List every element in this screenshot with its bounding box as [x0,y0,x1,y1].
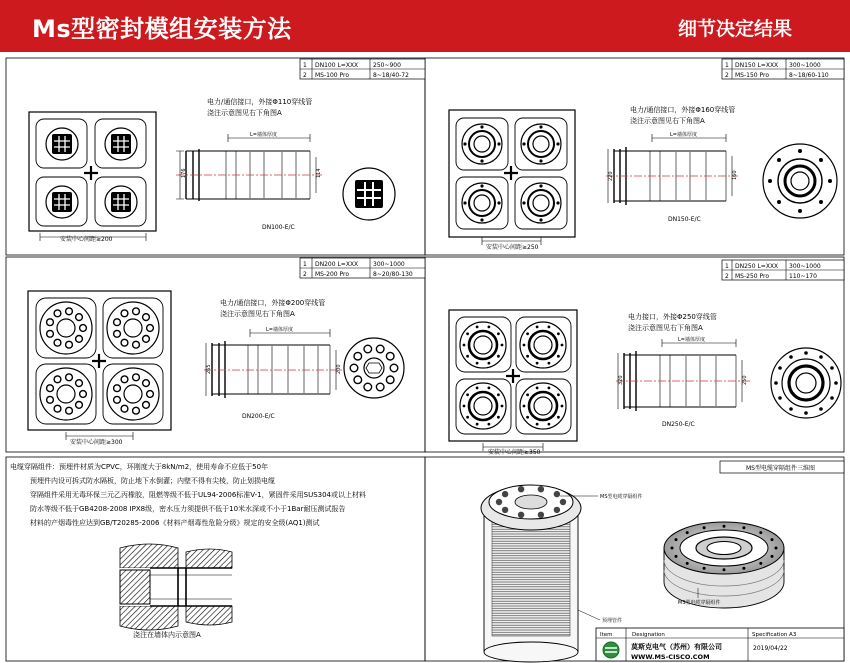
hole-mark [502,507,508,513]
hole-mark [518,512,524,518]
hole-mark [143,314,150,321]
hole-mark [80,325,87,332]
dim-label-dn150: 220 [608,171,614,181]
hole-mark [66,374,73,381]
hole-mark [488,362,491,365]
hole-mark [789,407,793,411]
hole-mark [526,416,529,419]
banner-slogan: 细节决定结果 [677,18,792,40]
hole-mark [557,355,560,358]
hole-mark [804,351,808,355]
hole-mark [526,393,529,396]
spec-cell: 110~170 [789,273,817,280]
panel-dn150 [449,59,844,251]
length-label-dn100: L=墙体厚度 [250,132,277,138]
title-block [596,628,844,661]
end-view-dn100 [343,168,395,220]
hole-mark [778,396,782,400]
length-label-dn200: L=墙体厚度 [266,327,293,333]
hole-mark [526,332,529,335]
hole-mark [350,364,358,372]
spec-cell: MS-150 Pro [735,72,770,79]
note-line: 防水等级不低于GB4208-2008 IPX8级，密水压力须提供不低于10米水深或不小于1Bar耐压测试报告 [30,505,346,513]
hole-mark [561,405,564,408]
hole-mark [121,339,128,346]
hole-mark [488,387,491,390]
spec-cell: 2 [725,72,729,79]
hole-mark [133,308,140,315]
spec-cell: MS-100 Pro [315,72,350,79]
hole-mark [536,326,539,329]
spacing-label-dn250: 安装中心间距≥350 [488,449,541,456]
hole-mark [466,416,469,419]
hole-mark [466,332,469,335]
hole-mark [771,538,774,541]
end-view-dn250 [771,348,841,418]
spec-table-dn150 [722,59,844,79]
tb-url: WWW.MS-CISCO.COM [631,653,710,661]
hole-mark [54,310,61,317]
callout-label: MS型电缆穿隔组件 [600,494,643,500]
hole-mark [147,325,154,332]
front-view-dn100 [29,112,156,243]
hole-mark [518,486,524,492]
hole-mark [557,416,560,419]
hole-mark [536,362,539,365]
hole-mark [476,387,479,390]
panel-dn200 [28,258,425,446]
hole-mark [354,352,362,360]
dim-label-dn250: 250 [742,375,748,385]
hole-mark [76,314,83,321]
hole-mark [501,405,504,408]
hole-mark [742,526,745,529]
hole-mark [114,385,121,392]
hole-mark [121,376,128,383]
note1-dn200: 电力/通信接口，外接Φ200穿线管 [220,299,326,307]
spec-cell: 1 [303,62,307,69]
tb-designation-header: Designation [632,632,665,638]
hole-mark [548,326,551,329]
hole-mark [476,423,479,426]
figure-a-wall-section [120,544,232,639]
hole-mark [789,355,793,359]
hole-mark [819,407,823,411]
hole-mark [723,568,726,571]
hole-mark [497,393,500,396]
note2-dn100: 浇注示意图见右下角图A [207,109,282,117]
tag-dn200: DN200-E/C [242,413,275,420]
hole-mark [47,330,54,337]
spec-cell: 250~900 [373,62,401,69]
hole-mark [114,396,121,403]
note2-dn200: 浇注示意图见右下角图A [220,310,295,318]
hole-mark [497,332,500,335]
spacing-label-dn200: 安装中心间距≥300 [70,439,123,446]
hole-mark [723,525,726,528]
tb-item-header: Item [600,632,613,638]
hole-mark [830,366,834,370]
hole-mark [778,366,782,370]
spec-cell: 8~18/40-72 [373,72,409,79]
hole-mark [80,391,87,398]
hole-mark [686,531,689,534]
hole-mark [488,423,491,426]
notes-panel [10,462,366,527]
hole-mark [554,507,560,513]
spec-cell: 2 [725,273,729,280]
hole-mark [497,355,500,358]
hole-mark [121,310,128,317]
length-label-dn150: L=墙体厚度 [670,132,697,138]
note-line: 预埋件内设可拆式防水隔板，防止地下水倒灌；内壁不得有尖棱，防止划损电缆 [30,477,275,485]
hole-mark [476,326,479,329]
hole-mark [675,538,678,541]
spec-table-dn100 [300,59,425,79]
hole-mark [523,405,526,408]
hole-mark [538,486,544,492]
hole-mark [143,380,150,387]
hole-mark [376,383,384,391]
hole-mark [114,330,121,337]
hole-mark [536,387,539,390]
hole-mark [66,407,73,414]
note-line: 电缆穿隔组件：预埋件材质为CPVC，环刚度大于8kN/m2，使用寿命不应低于50年 [10,463,269,471]
front-view-dn150 [449,110,575,251]
hole-mark [774,381,778,385]
hole-mark [114,319,121,326]
hole-mark [66,308,73,315]
spec-cell: DN150 L=XXX [735,62,779,69]
side-view-dn150 [606,131,738,205]
hole-mark [76,402,83,409]
spacing-label-dn100: 安装中心间距≥200 [60,236,113,243]
hole-mark [557,393,560,396]
hole-mark [501,344,504,347]
hole-mark [523,344,526,347]
hole-mark [496,499,502,505]
hole-mark [476,362,479,365]
hole-mark [703,526,706,529]
spec-cell: 8~20/80-130 [373,271,413,278]
spec-cell: 2 [303,72,307,79]
panel-dn250 [449,260,844,456]
spec-cell: DN100 L=XXX [315,62,359,69]
hole-mark [548,387,551,390]
hole-mark [675,555,678,558]
dim-label-dn250: 320 [618,375,624,385]
spec-cell: DN250 L=XXX [735,263,779,270]
hole-mark [536,423,539,426]
hole-mark [390,364,398,372]
note2-dn150: 浇注示意图见右下角图A [630,117,705,125]
hole-mark [54,339,61,346]
note-line: 材料的产烟毒性应达到GB/T20285-2006《材料产烟毒性危险分级》规定的安全级(AQ1)测试 [30,519,320,527]
tag-dn100: DN100-E/C [262,224,295,231]
hole-mark [538,512,544,518]
title-banner [0,0,850,52]
hole-mark [47,396,54,403]
spec-cell: 2 [303,271,307,278]
hole-mark [466,355,469,358]
callout-label: MS型电缆穿隔组件 [678,600,721,606]
hole-mark [354,376,362,384]
hole-mark [143,336,150,343]
note2-dn250: 浇注示意图见右下角图A [628,324,703,332]
hole-mark [133,407,140,414]
hole-mark [76,336,83,343]
hole-mark [834,381,838,385]
embedded-pipe-3d [481,485,581,662]
note-line: 穿隔组件采用无毒环保三元乙丙橡胶，阻燃等级不低于UL94-2006标准V-1，紧固件采用SUS304或以上材料 [30,491,366,499]
hole-mark [364,383,372,391]
tag-dn150: DN150-E/C [668,216,701,223]
dim-label-dn150: 160 [732,170,738,180]
banner-title: Ms型密封模组安装方法 [32,15,292,43]
spec-cell: 1 [725,263,729,270]
spec-cell: 300~1000 [789,62,821,69]
hole-mark [364,345,372,353]
spec-cell: MS-200 Pro [315,271,350,278]
drawing-sheet [0,52,850,663]
spacing-label-dn150: 安装中心间距≥250 [486,244,539,251]
hole-mark [386,352,394,360]
spec-cell: 1 [725,62,729,69]
dim-label-dn100: 176 [181,168,187,178]
hole-mark [147,391,154,398]
dim-label-dn100: 114 [316,168,322,178]
hole-mark [47,319,54,326]
tb-date: 2019/04/22 [753,645,788,652]
hole-mark [133,341,140,348]
callout-label: 预埋管件 [602,618,623,624]
spec-cell: 300~1000 [789,263,821,270]
hole-mark [548,362,551,365]
hole-mark [742,567,745,570]
end-view-dn200 [344,338,404,398]
hole-mark [686,562,689,565]
hole-mark [560,499,566,505]
note1-dn250: 电力接口，外接Φ250穿线管 [628,313,717,321]
hole-mark [463,344,466,347]
hole-mark [66,341,73,348]
hole-mark [76,380,83,387]
figure-a-caption: 浇注在墙体内示意图A [133,631,201,639]
hole-mark [47,385,54,392]
panel-dn100 [29,59,425,243]
sealing-module-3d [664,522,784,608]
note1-dn150: 电力/通信接口，外接Φ160穿线管 [630,106,736,114]
hole-mark [775,547,778,550]
side-view-dn250 [616,336,750,411]
dim-label-dn200: 200 [336,364,342,374]
view3d-title: MS型电缆穿隔组件三维图 [746,465,815,472]
hole-mark [759,531,762,534]
front-view-dn250 [449,310,577,456]
spec-cell: 1 [303,261,307,268]
side-view-dn100 [176,131,322,201]
hole-mark [804,411,808,415]
tb-spec-header: Specification A3 [752,632,797,638]
hole-mark [54,376,61,383]
hole-mark [819,355,823,359]
hole-mark [759,562,762,565]
spec-cell: DN200 L=XXX [315,261,359,268]
hole-mark [133,374,140,381]
tb-company: 莫斯克电气（苏州）有限公司 [631,643,722,651]
hole-mark [376,345,384,353]
end-view-dn150 [763,144,837,218]
tag-dn250: DN250-E/C [662,421,695,428]
hole-mark [143,402,150,409]
hole-mark [466,393,469,396]
hole-mark [488,326,491,329]
front-view-dn200 [28,291,171,446]
spec-table-dn200 [300,258,425,278]
hole-mark [121,405,128,412]
hole-mark [557,332,560,335]
dim-label-dn200: 265 [206,364,212,374]
hole-mark [54,405,61,412]
spec-cell: 300~1000 [373,261,405,268]
spec-cell: MS-250 Pro [735,273,770,280]
spec-table-dn250 [722,260,844,280]
hole-mark [703,567,706,570]
hole-mark [561,344,564,347]
hole-mark [526,355,529,358]
hole-mark [463,405,466,408]
spec-cell: 8~18/60-110 [789,72,829,79]
length-label-dn250: L=墙体厚度 [678,337,705,343]
hole-mark [497,416,500,419]
hole-mark [548,423,551,426]
side-view-dn200 [204,326,344,398]
hole-mark [554,491,560,497]
hole-mark [502,491,508,497]
hole-mark [830,396,834,400]
hole-mark [771,555,774,558]
hole-mark [386,376,394,384]
note1-dn100: 电力/通信接口，外接Φ110穿线管 [207,98,313,106]
company-logo [603,642,619,658]
hole-mark [671,547,674,550]
